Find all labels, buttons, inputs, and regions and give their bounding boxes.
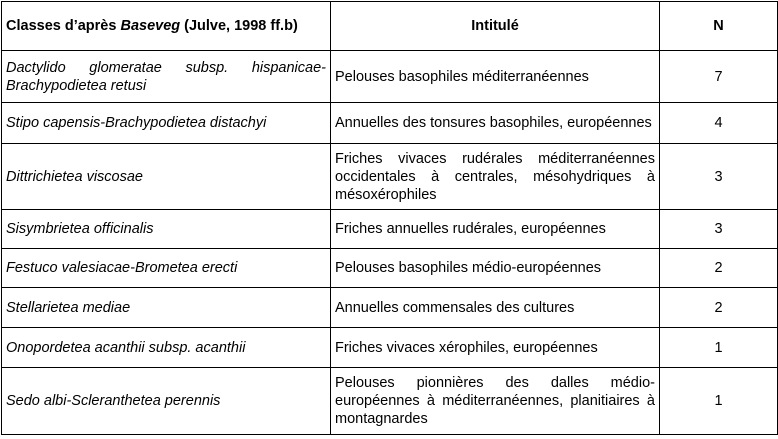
cell-intitule: Friches annuelles rudérales, européennes [331,210,660,249]
cell-intitule: Friches vivaces rudérales méditerranéennes occidentales à centrales, mésohydriques à mésoxérophiles [331,144,660,210]
table-row [2,368,778,435]
cell-intitule: Annuelles des tonsures basophiles, européennes [331,103,660,144]
cell-n: 1 [660,328,778,368]
table-row [2,51,778,103]
cell-classe: Stipo capensis-Brachypodietea distachyi [2,103,331,144]
table-row [2,328,778,368]
table-row [2,103,778,144]
cell-intitule: Pelouses basophiles médio-européennes [331,249,660,288]
table-row [2,288,778,328]
header-classes-suffix: (Julve, 1998 ff.b) [180,18,298,34]
cell-n: 3 [660,144,778,210]
cell-n: 4 [660,103,778,144]
header-intitule: Intitulé [331,2,660,51]
cell-classe: Dactylido glomeratae subsp. hispanicae-Brachypodietea retusi [2,51,331,103]
table-row [2,249,778,288]
header-row [2,2,778,51]
vegetation-classes-table [1,1,778,435]
header-classes-prefix: Classes d’après [6,18,121,34]
cell-intitule: Pelouses basophiles méditerranéennes [331,51,660,103]
table-row [2,210,778,249]
cell-classe: Festuco valesiacae-Brometea erecti [2,249,331,288]
cell-intitule: Friches vivaces xérophiles, européennes [331,328,660,368]
header-classes-emph: Baseveg [120,18,181,34]
cell-n: 2 [660,288,778,328]
table-row [2,144,778,210]
cell-n: 3 [660,210,778,249]
cell-classe: Onopordetea acanthii subsp. acanthii [2,328,331,368]
cell-n: 7 [660,51,778,103]
cell-classe: Dittrichietea viscosae [2,144,331,210]
cell-intitule: Annuelles commensales des cultures [331,288,660,328]
cell-n: 2 [660,249,778,288]
cell-intitule: Pelouses pionnières des dalles médio-européennes à méditerranéennes, planitiaires à montagnardes [331,368,660,435]
header-n: N [660,2,778,51]
cell-classe: Stellarietea mediae [2,288,331,328]
cell-n: 1 [660,368,778,435]
header-classes [2,2,331,51]
cell-classe: Sedo albi-Scleranthetea perennis [2,368,331,435]
cell-classe: Sisymbrietea officinalis [2,210,331,249]
